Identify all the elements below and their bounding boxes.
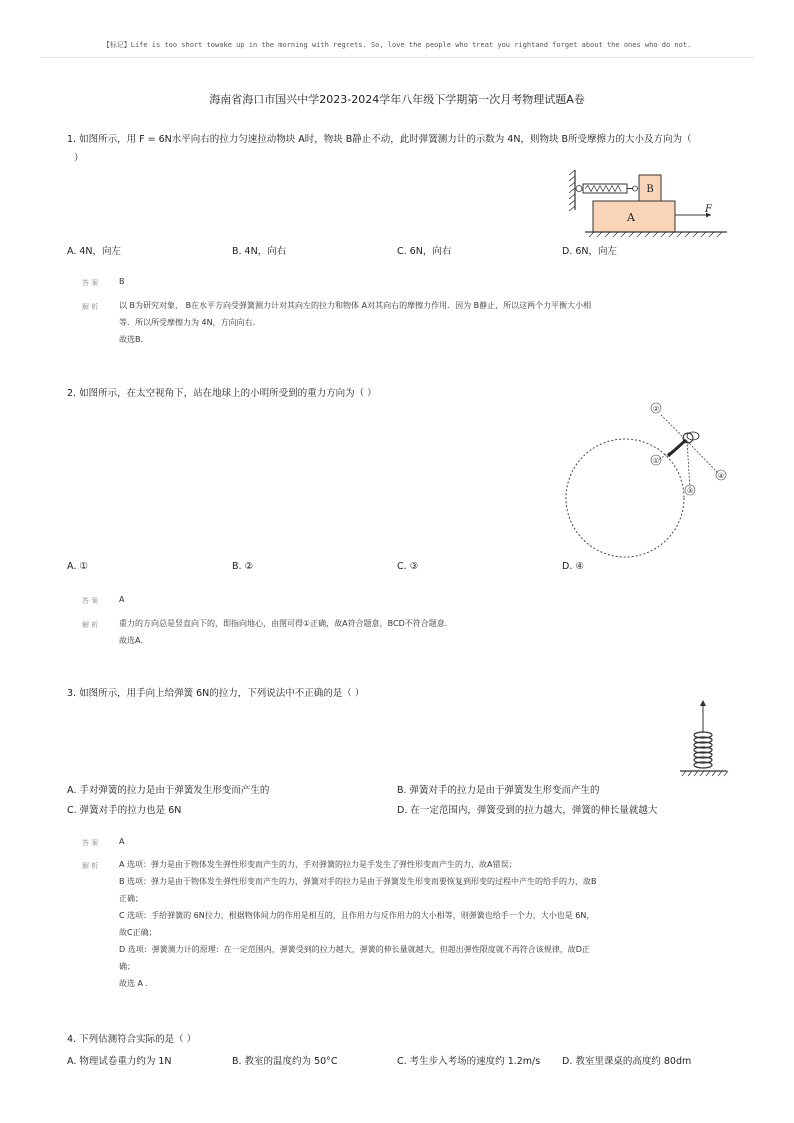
q1-analysis-line: 等．所以所受摩擦力为 4N，方向向右．	[119, 318, 261, 327]
q3-analysis-line: B 选项：弹力是由于物体发生弹性形变而产生的力，弹簧对手的拉力是由于弹簧发生形变而要恢复到形变的过程中产生的给手的力，故B	[119, 877, 597, 886]
q3-spring	[694, 732, 712, 768]
q1-option-b[interactable]: B. 4N，向右	[232, 246, 287, 257]
q1-analysis-label: 解 析	[82, 303, 99, 311]
q3-analysis-line: 故选 A .	[119, 979, 149, 988]
q3-option-d[interactable]: D. 在一定范围内，弹簧受到的拉力越大，弹簧的伸长量就越大	[397, 805, 658, 816]
header-banner: 【标记】Life is too short towake up in the morning with regrets. So, love the people who treat you rightand forget about the ones who do not.	[102, 41, 692, 49]
q2-marker-4-label: ④	[717, 472, 725, 480]
q2-option-a[interactable]: A. ①	[67, 561, 88, 572]
q3-option-c[interactable]: C. 弹簧对手的拉力也是 6N	[67, 805, 182, 816]
q2-stem: 2. 如图所示，在太空视角下，站在地球上的小明所受到的重力方向为（ ）	[67, 388, 377, 399]
q3-ground-hatch	[682, 771, 728, 776]
q1-stem: 1. 如图所示，用 F = 6N水平向右的拉力匀速拉动物块 A时，物块 B静止不动，此时弹簧测力计的示数为 4N，则物块 B所受摩擦力的大小及方向为（	[67, 134, 692, 145]
q2-analysis-line: 重力的方向总是竖直向下的，即指向地心，由图可得①正确，故A符合题意，BCD不符合题意．	[119, 619, 453, 628]
q2-answer-label: 答 案	[82, 597, 99, 605]
q2-analysis-label: 解 析	[82, 621, 99, 629]
q4-option-a[interactable]: A. 物理试卷重力约为 1N	[67, 1056, 172, 1067]
q2-answer: A	[119, 595, 125, 604]
q2-option-b[interactable]: B. ②	[232, 561, 254, 572]
q1-option-d[interactable]: D. 6N，向左	[562, 246, 618, 257]
q2-marker-3-label: ③	[686, 487, 694, 495]
q3-analysis-line: 确；	[119, 962, 135, 971]
q3-analysis-line: C 选项：手给弹簧的 6N拉力，根据物体间力的作用是相互的，且作用力与反作用力的大小相等，则弹簧也给手一个力，大小也是 6N，	[119, 911, 595, 920]
q4-option-c[interactable]: C. 考生步入考场的速度约 1.2m/s	[397, 1056, 541, 1067]
q1-answer-label: 答 案	[82, 279, 99, 287]
q3-analysis-line: A 选项：弹力是由于物体发生弹性形变而产生的力，手对弹簧的拉力是手发生了弹性形变而产生的力，故A错误；	[119, 860, 517, 869]
q2-option-c[interactable]: C. ③	[397, 561, 419, 572]
q3-option-b[interactable]: B. 弹簧对手的拉力是由于弹簧发生形变而产生的	[397, 785, 600, 796]
q3-analysis	[119, 856, 719, 992]
q2-person	[668, 432, 699, 456]
q3-analysis-line: D 选项：弹簧测力计的原理：在一定范围内，弹簧受到的拉力越大，弹簧的伸长量就越大，但超出弹性限度就不再符合该规律，故D正	[119, 945, 590, 954]
q2-figure	[560, 398, 735, 563]
q1-force-label: F	[705, 204, 712, 215]
q1-analysis	[119, 297, 719, 348]
q2-earth	[566, 439, 684, 557]
q1-analysis-line: 故选B．	[119, 335, 149, 344]
q3-analysis-label: 解 析	[82, 862, 99, 870]
q2-analysis-line: 故选A．	[119, 636, 149, 645]
q2-direction-arrows	[658, 414, 718, 488]
q1-block-b-label: B	[646, 184, 654, 195]
q3-analysis-line: 正确；	[119, 894, 143, 903]
q1-spring-scale	[576, 184, 638, 193]
q1-option-c[interactable]: C. 6N，向右	[397, 246, 452, 257]
q1-ground-hatch	[589, 232, 722, 237]
q3-answer: A	[119, 837, 125, 846]
q3-option-a[interactable]: A. 手对弹簧的拉力是由于弹簧发生形变而产生的	[67, 785, 270, 796]
q4-stem: 4. 下列估测符合实际的是（ ）	[67, 1034, 197, 1045]
header-divider	[40, 57, 754, 58]
q3-force-arrowhead	[700, 700, 706, 706]
q4-option-b[interactable]: B. 教室的温度约为 50°C	[232, 1056, 338, 1067]
q1-answer: B	[119, 277, 125, 286]
q2-analysis	[119, 615, 719, 649]
q2-marker-1-label: ①	[652, 457, 660, 465]
q1-block-a-label: A	[627, 211, 635, 224]
q4-option-d[interactable]: D. 教室里课桌的高度约 80dm	[562, 1056, 692, 1067]
page-title: 海南省海口市国兴中学2023-2024学年八年级下学期第一次月考物理试题A卷	[209, 93, 585, 106]
q1-option-a[interactable]: A. 4N，向左	[67, 246, 122, 257]
q2-marker-2-label: ②	[652, 405, 660, 413]
q3-figure	[675, 698, 730, 780]
q1-analysis-line: 以 B为研究对象， B在水平方向受弹簧测力计对其向左的拉力和物体 A对其向右的摩擦力作用．因为 B静止，所以这两个力平衡大小相	[119, 301, 592, 310]
q3-stem: 3. 如图所示，用手向上给弹簧 6N的拉力，下列说法中不正确的是（ ）	[67, 688, 365, 699]
q1-wall-hatch	[569, 170, 575, 211]
q1-stem-cont: ）	[74, 153, 84, 164]
q2-option-d[interactable]: D. ④	[562, 561, 584, 572]
q1-figure	[565, 165, 730, 240]
q3-answer-label: 答 案	[82, 839, 99, 847]
q3-analysis-line: 故C正确；	[119, 928, 157, 937]
